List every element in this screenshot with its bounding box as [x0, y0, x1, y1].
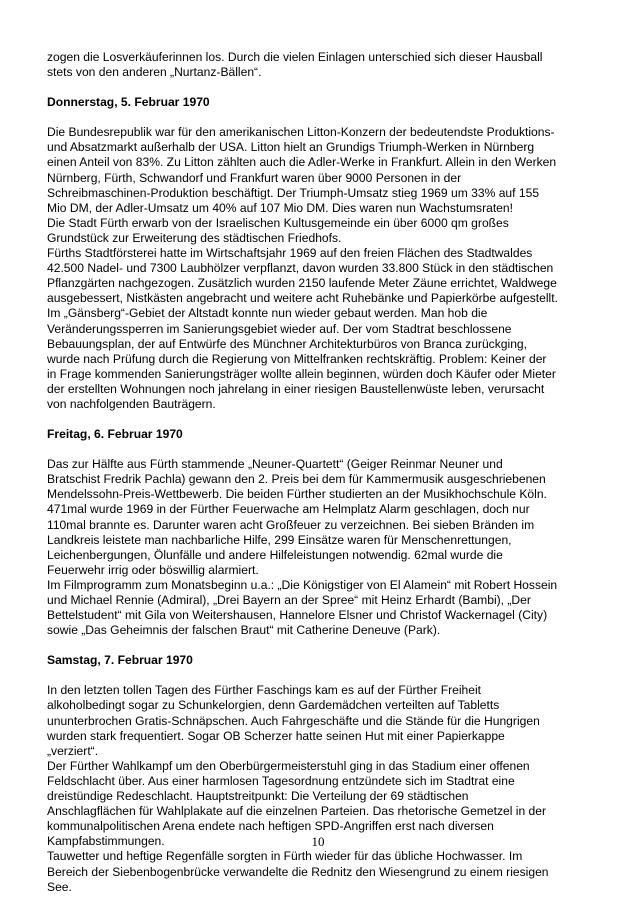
- section-heading-saturday: Samstag, 7. Februar 1970: [47, 653, 193, 668]
- section-heading-thursday: Donnerstag, 5. Februar 1970: [47, 95, 210, 110]
- intro-paragraph: zogen die Losverkäuferinnen los. Durch die vielen Einlagen unterschied sich dieser Hausball stets von den anderen „Nurtanz-Bällen“.: [47, 50, 543, 80]
- section-body-saturday: In den letzten tollen Tagen des Fürther Faschings kam es auf der Fürther Freiheit alkoholbedingt sogar zu Schunkelorgien, denn Gardemädchen verteilten auf Tabletts ununterbrochen Gratis-Schnäpschen. Auch Fahrgeschäfte und die Stände für die Hungrigen wurden stark frequentiert. Sogar OB Scherzer hatte seinen Hut mit einer Papierkappe „verziert“. Der Fürther Wahlkampf um den Oberbürgermeisterstuhl ging in das Stadium einer offenen Feldschlacht über. Aus einer harmlosen Tagesordnung entzündete sich im Stadtrat eine dreistündige Redeschlacht. Hauptstreitpunkt: Die Verteilung der 69 städtischen Anschlagflächen für Wahlplakate auf die einzelnen Parteien. Das rhetorische Gemetzel in der kommunalpolitischen Arena endete nach heftigen SPD-Angriffen erst nach diversen Kampfabstimmungen. Tauwetter und heftige Regenfälle sorgten in Fürth wieder für das übliche Hochwasser. Im Bereich der Siebenbogenbrücke verwandelte die Rednitz den Wiesengrund zu einem riesigen See.: [47, 683, 549, 894]
- spacer: [47, 638, 597, 653]
- document-page: [47, 50, 597, 895]
- spacer: [47, 442, 597, 457]
- section-body-thursday: Die Bundesrepublik war für den amerikanischen Litton-Konzern der bedeutendste Produktions- und Absatzmarkt außerhalb der USA. Litton hielt an Grundigs Triumph-Werken in Nürnberg einen Anteil von 83%. Zu Litton zählten auch die Adler-Werke in Frankfurt. Allein in den Werken Nürnberg, Fürth, Schwandorf und Frankfurt waren über 9000 Personen in der Schreibmaschinen-Produktion beschäftigt. Der Triumph-Umsatz stieg 1969 um 33% auf 155 Mio DM, der Adler-Umsatz um 40% auf 107 Mio DM. Dies waren nun Wachstumsraten! Die Stadt Fürth erwarb von der Israelischen Kultusgemeinde ein über 6000 qm großes Grundstück zur Erweiterung des städtischen Friedhofs. Fürths Stadtförsterei hatte im Wirtschaftsjahr 1969 auf den freien Flächen des Stadtwaldes 42.500 Nadel- und 7300 Laubhölzer verpflanzt, davon wurden 33.800 Stück in den städtischen Pflanzgärten nachgezogen. Zusätzlich wurden 2150 laufende Meter Zäune errichtet, Waldwege ausgebessert, Nistkästen angebracht und weitere acht Ruhebänke und Papierkörbe aufgestellt. Im „Gänsberg“-Gebiet der Altstadt konnte nun wieder gebaut werden. Man hob die Veränderungssperren im Sanierungsgebiet wieder auf. Der vom Stadtrat beschlossene Bebauungsplan, der auf Entwürfe des Münchner Architekturbüros von Branca zurückging, wurde nach Prüfung durch die Regierung von Mittelfranken rechtskräftig. Problem: Keiner der in Frage kommenden Sanierungsträger wollte allein beginnen, würden doch Käufer oder Mieter der erstellten Wohnungen noch jahrelang in einer riesigen Baustellenwüste leben, verursacht von nachfolgenden Bauträgern.: [47, 125, 558, 411]
- spacer: [47, 110, 597, 125]
- spacer: [47, 668, 597, 683]
- page-number: 10: [311, 834, 325, 849]
- spacer: [47, 80, 597, 95]
- section-heading-friday: Freitag, 6. Februar 1970: [47, 427, 183, 442]
- section-body-friday: Das zur Hälfte aus Fürth stammende „Neuner-Quartett“ (Geiger Reinmar Neuner und Bratschist Fredrik Pachla) gewann den 2. Preis bei dem für Kammermusik ausgeschriebenen Mendelssohn-Preis-Wettbewerb. Die beiden Fürther studierten an der Musikhochschule Köln. 471mal wurde 1969 in der Fürther Feuerwache am Helmplatz Alarm geschlagen, doch nur 110mal brannte es. Darunter waren acht Großfeuer zu verzeichnen. Bei sieben Bränden im Landkreis leistete man nachbarliche Hilfe, 299 Einsätze waren für Menschenrettungen, Leichenbergungen, Ölunfälle und andere Hilfeleistungen notwendig. 62mal wurde die Feuerwehr irrig oder böswillig alarmiert. Im Filmprogramm zum Monatsbeginn u.a.: „Die Königstiger von El Alamein“ mit Robert Hossein und Michael Rennie (Admiral), „Drei Bayern an der Spree“ mit Heinz Erhardt (Bambi), „Der Bettelstudent“ mit Gila von Weitershausen, Hannelore Elsner und Christof Wackernagel (City) sowie „Das Geheimnis der falschen Braut“ mit Catherine Deneuve (Park).: [47, 457, 558, 638]
- spacer: [47, 412, 597, 427]
